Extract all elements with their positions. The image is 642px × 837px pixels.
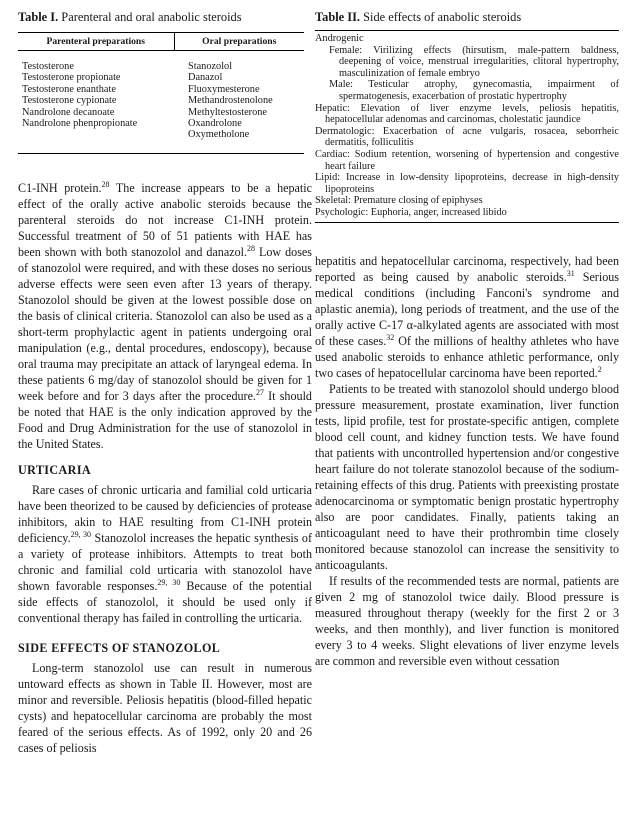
list-item: Danazol xyxy=(188,72,223,84)
table2-row-androgenic: Androgenic xyxy=(315,33,364,44)
table1-parenteral-list xyxy=(18,51,174,154)
reference-mark: 2 xyxy=(597,364,602,374)
left-column xyxy=(18,8,312,756)
left-body xyxy=(18,180,312,756)
list-item: Nandrolone phenpropionate xyxy=(22,118,138,130)
paragraph-hae-treatment: C1-INH protein.$^{28}$ The increase appears to be a hepatic effect of the orally active anabolic steroids because the parenteral steroids do not increase C1-INH protein. Successful treatment of 50 of 51 patients with HAE has been shown with both stanozolol and danazol.$^{28}$ Low doses of stanozolol were required, and with these doses no serious adverse effects were seen even after 13 years of therapy. Stanozolol should be given at the lowest possible dose on the basis of clinical criteria. Stanozolol can also be used as a short-term prophylactic agent in patients undergoing oral manipulation (e.g., dental procedures, endoscopy), because oral trauma may precipitate an attack of laryngeal edema. In these patients 6 mg/day of stanozolol should be given for 1 week before and for 3 days after the procedure.$^{27}$ It should be noted that HAE is the only indication approved by the Food and Drug Administration for the use of stanozolol in the United States. xyxy=(18,179,312,451)
section-heading-side-effects: SIDE EFFECTS OF STANOZOLOL xyxy=(18,640,221,655)
section-heading-urticaria: URTICARIA xyxy=(18,462,92,477)
right-body xyxy=(315,253,619,669)
paragraph-urticaria: Rare cases of chronic urticaria and familial cold urticaria have been theorized to be caused by deficiencies of protease inhibitors, akin to HAE resulting from C1-INH protein deficiency.$^{29, 30}$ Stanozolol increases the hepatic synthesis of a variety of protease inhibitors. Attempts to treat both chronic and familial cold urticaria with stanozolol have shown favorable responses.$^{29, 30}$ Because of the potential side effects of stanozolol, it should be used only if conventional therapy has failed in controlling the urticaria. xyxy=(18,482,313,625)
table2-title: Side effects of anabolic steroids xyxy=(363,10,522,24)
reference-mark: 29, 30 xyxy=(70,529,92,539)
table1-caption xyxy=(18,8,312,26)
table2-row-lipid: Lipid: Increase in low-density lipoproteins, decrease in high-density lipoproteins xyxy=(315,172,619,195)
table2-row-dermatologic: Dermatologic: Exacerbation of acne vulgaris, rosacea, seborrheic dermatitis, folliculitis xyxy=(315,125,619,149)
reference-mark: 28 xyxy=(247,243,256,253)
list-item: Oxandrolone xyxy=(188,118,242,130)
paragraph-dosing: If results of the recommended tests are normal, patients are given 2 mg of stanozolol twice daily. Blood pressure is measured throughout therapy (weekly for the first 2 or 3 weeks, and then monthly), and liver function is monitored every 3 to 4 weeks. Slight elevations of liver enzyme levels are common and reversible even without cessation xyxy=(315,573,619,668)
list-item: Testosterone propionate xyxy=(22,72,121,84)
reference-mark: 27 xyxy=(255,387,264,397)
table2-caption xyxy=(315,8,619,26)
table2-row-cardiac: Cardiac: Sodium retention, worsening of hypertension and congestive heart failure xyxy=(315,148,619,172)
list-item: Oxymetholone xyxy=(188,129,250,141)
list-item: Nandrolone decanoate xyxy=(22,106,115,118)
list-item: Methandrostenolone xyxy=(188,95,273,107)
table2-row-hepatic: Hepatic: Elevation of liver enzyme levels, peliosis hepatitis, hepatocellular adenomas and carcinomas, cholestatic jaundice xyxy=(315,102,619,126)
list-item: Testosterone enanthate xyxy=(22,83,116,95)
paragraph-hepatic-cases: hepatitis and hepatocellular carcinoma, respectively, had been reported as being caused by anabolic steroids.$^{31}$ Serious medical conditions (including Fanconi's syndrome and aplastic anemia), long periods of treatment, and the use of the orally active C-17 α-alkylated agents are associated with most of these cases.$^{32}$ Of the millions of healthy athletes who have used anabolic steroids to enhance athletic performance, only two cases of hepatocellular carcinoma have been reported.$^2$ xyxy=(315,253,619,380)
reference-mark: 29, 30 xyxy=(157,577,181,587)
table1-oral-list xyxy=(174,51,304,154)
table2 xyxy=(315,30,619,223)
table1-header-oral: Oral preparations xyxy=(174,33,304,51)
table1-header-parenteral: Parenteral preparations xyxy=(18,33,174,51)
list-item: Testosterone xyxy=(22,61,74,72)
paragraph-patient-screening: Patients to be treated with stanozolol should undergo blood pressure measurement, prostate examination, liver function tests, lipid profile, test for prostate-specific antigen, complete blood cell count, and kidney function tests. We have found that patients with uncontrolled hypertension and/or congestive heart failure do not tolerate stanozolol because of the sodium-retaining effects of this drug. Patients with preexisting prostate adenocarcinoma or symptomatic benign prostatic hypertrophy also are poor candidates. Finally, patients taking an anticoagulant need to have their prothrombin time closely monitored because stanozolol can increase the sensitivity to anticoagulants. xyxy=(315,381,619,572)
table1 xyxy=(18,32,304,154)
table2-row-skeletal: Skeletal: Premature closing of epiphyses xyxy=(315,195,483,207)
table1-label: Table I. xyxy=(18,10,59,24)
list-item: Methyltestosterone xyxy=(188,106,267,118)
paragraph-side-effects: Long-term stanozolol use can result in numerous untoward effects as shown in Table II. However, most are minor and reversible. Peliosis hepatitis (blood-filled hepatic cysts) and hepatocellular carcinoma are probably the most feared of the serious effects. As of 1992, only 20 and 26 cases of peliosis xyxy=(18,660,312,755)
right-column xyxy=(315,8,619,669)
list-item: Testosterone cypionate xyxy=(22,95,117,107)
reference-mark: 32 xyxy=(386,332,395,342)
list-item: Fluoxymesterone xyxy=(188,83,260,95)
reference-mark: 28 xyxy=(101,179,110,189)
reference-mark: 31 xyxy=(566,268,575,278)
list-item: Stanozolol xyxy=(188,61,233,72)
table2-row-female: Female: Virilizing effects (hirsutism, male-pattern baldness, deepening of voice, menstrual irregularities, clitoral hypertrophy, masculinization of female embryo xyxy=(329,44,619,79)
table2-row-psychologic: Psychologic: Euphoria, anger, increased libido xyxy=(315,206,507,218)
table2-row-male: Male: Testicular atrophy, gynecomastia, impairment of spermatogenesis, exacerbation of prostatic hypertrophy xyxy=(329,79,619,102)
table1-title: Parenteral and oral anabolic steroids xyxy=(61,10,242,24)
table2-label: Table II. xyxy=(315,10,360,24)
